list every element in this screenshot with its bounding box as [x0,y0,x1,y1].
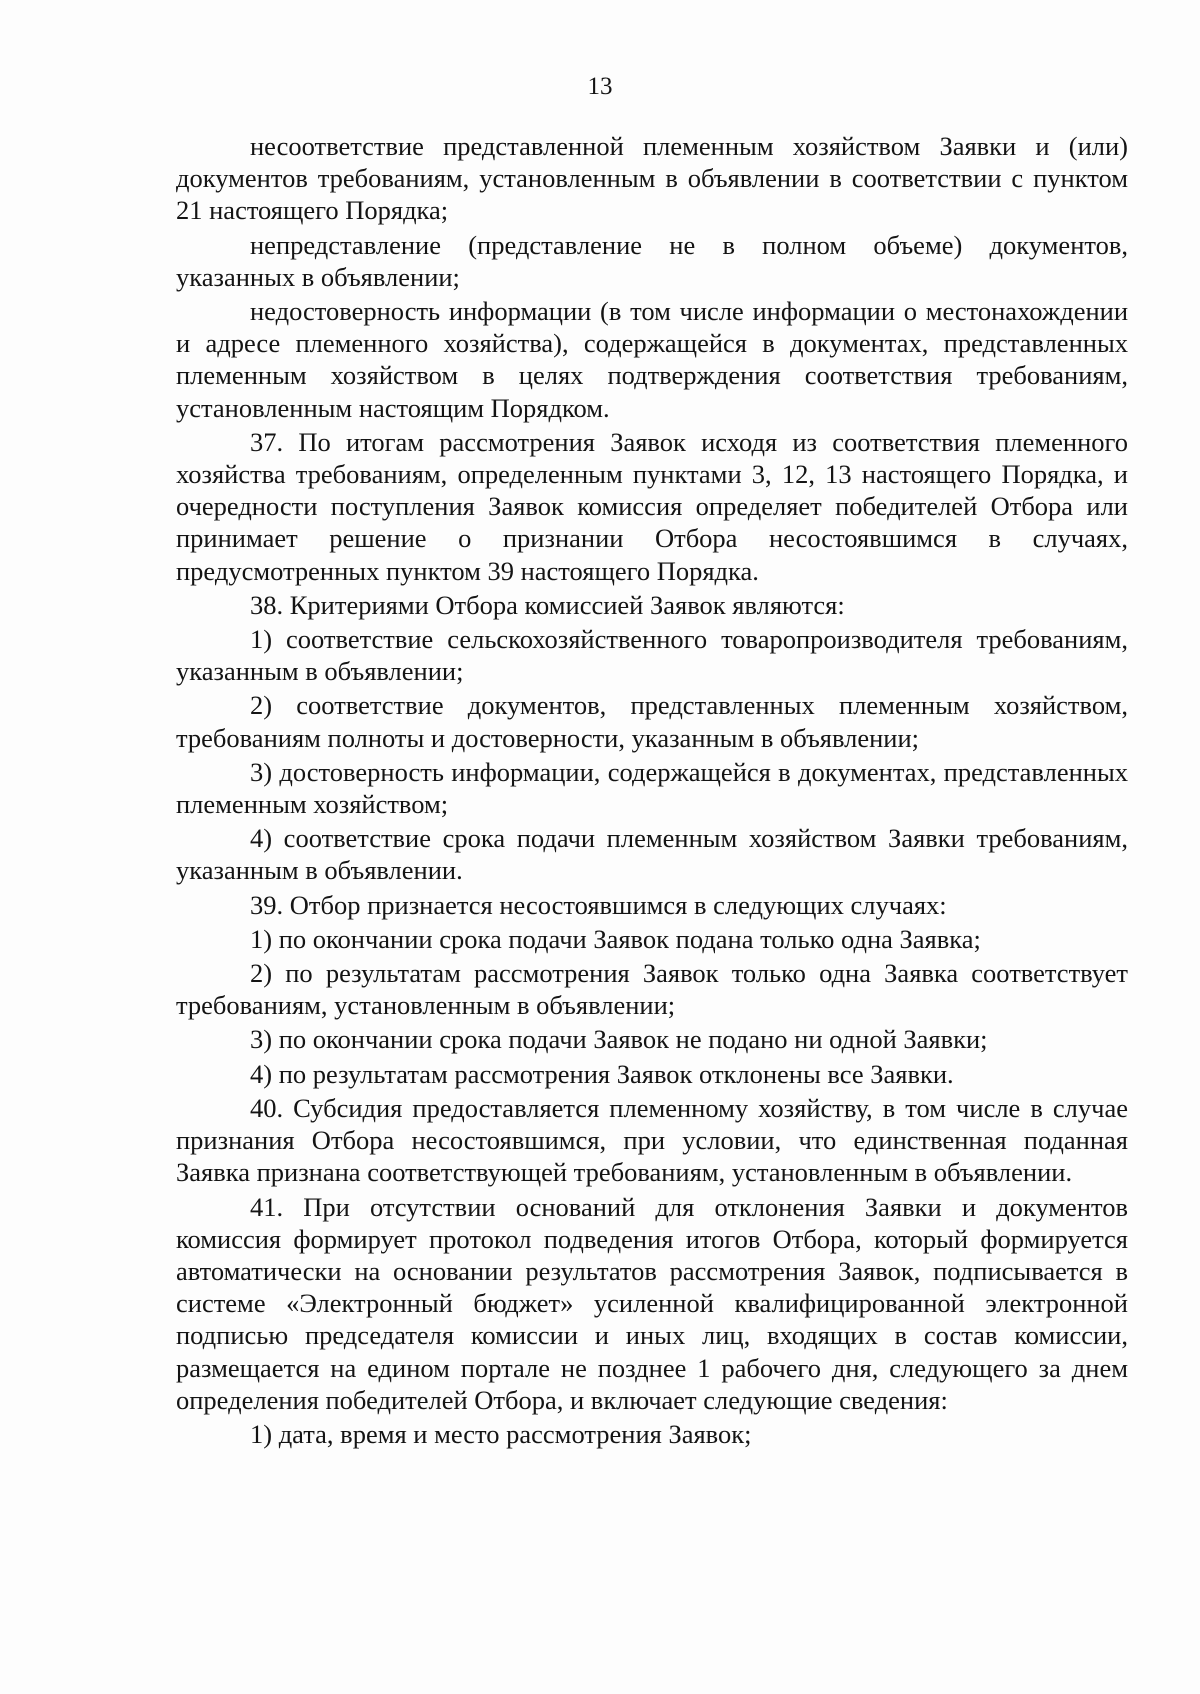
paragraph-39-item-4: 4) по результатам рассмотрения Заявок отклонены все Заявки. [250,1058,954,1089]
paragraph-38-item-2: 2) соответствие документов, представленных племенным хозяйством, требованиям полноты и достоверности, указанным в объявлении; [176,690,1128,753]
paragraph-40: 40. Субсидия предоставляется племенному хозяйству, в том числе в случае признания Отбора несостоявшимся, при условии, что единственная поданная Заявка признана соответствующей требованиям, установленным в объявлении. [176,1092,1128,1188]
paragraph-mismatch: несоответствие представленной племенным хозяйством Заявки и (или) документов требованиям, установленным в объявлении в соответствии с пунктом 21 настоящего Порядка; [176,131,1128,226]
paragraph-37: 37. По итогам рассмотрения Заявок исходя из соответствия племенного хозяйства требованиям, определенным пунктами 3, 12, 13 настоящего Порядка, и очередности поступления Заявок комиссия определяет победителей Отбора или принимает решение о признании Отбора несостоявшимся в случаях, предусмотренных пунктом 39 настоящего Порядка. [176,426,1128,586]
paragraph-38-item-4: 4) соответствие срока подачи племенным хозяйством Заявки требованиям, указанным в объявлении. [176,823,1128,886]
paragraph-39-item-3: 3) по окончании срока подачи Заявок не подано ни одной Заявки; [250,1024,988,1055]
paragraph-41-item-1: 1) дата, время и место рассмотрения Заявок; [250,1418,752,1449]
paragraph-39: 39. Отбор признается несостоявшимся в следующих случаях: [250,889,947,920]
paragraph-unreliability: недостоверность информации (в том числе информации о местонахождении и адресе племенного хозяйства), содержащейся в документах, представленных племенным хозяйством в целях подтверждения соответствия требованиям, установленным настоящим Порядком. [176,296,1128,423]
paragraph-38: 38. Критериями Отбора комиссией Заявок являются: [250,589,845,620]
paragraph-38-item-1: 1) соответствие сельскохозяйственного товаропроизводителя требованиям, указанным в объявлении; [176,624,1128,687]
paragraph-41: 41. При отсутствии оснований для отклонения Заявки и документов комиссия формирует протокол подведения итогов Отбора, который формируется автоматически на основании результатов рассмотрения Заявок, подписывается в системе «Электронный бюджет» усиленной квалифицированной электронной подписью председателя комиссии и иных лиц, входящих в состав комиссии, размещается на едином портале не позднее 1 рабочего дня, следующего за днем определения победителей Отбора, и включает следующие сведения: [176,1191,1128,1415]
paragraph-38-item-3: 3) достоверность информации, содержащейся в документах, представленных племенным хозяйством; [176,756,1128,820]
paragraph-nonsubmission: непредставление (представление не в полном объеме) документов, указанных в объявлении; [176,229,1128,292]
page-number: 13 [587,73,613,100]
paragraph-39-item-2: 2) по результатам рассмотрения Заявок только одна Заявка соответствует требованиям, установленным в объявлении; [176,958,1128,1021]
paragraph-39-item-1: 1) по окончании срока подачи Заявок подана только одна Заявка; [250,923,981,954]
document-body [176,130,1128,1450]
